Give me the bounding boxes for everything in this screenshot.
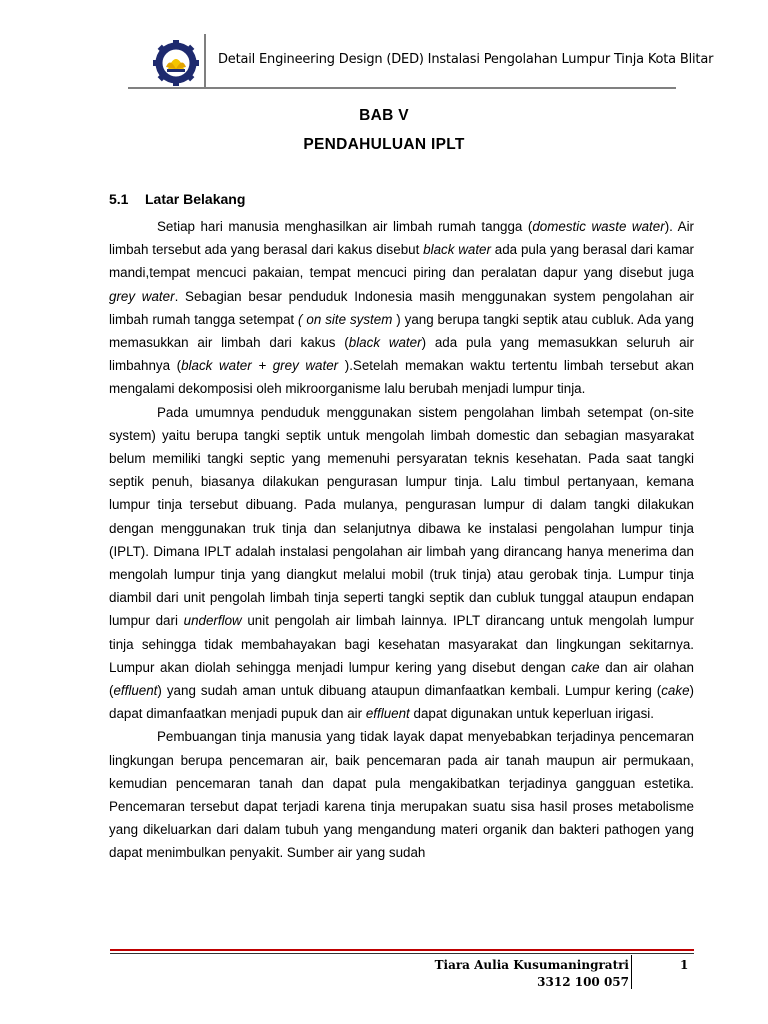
footer-rule-thin [110, 953, 694, 954]
italic-term: cake [661, 683, 690, 699]
italic-term: grey water [109, 288, 175, 304]
header-divider [204, 34, 206, 88]
author-name: Tiara Aulia Kusumaningratri [434, 958, 629, 972]
author-id: 3312 100 057 [537, 975, 629, 989]
text-run: dapat digunakan untuk keperluan irigasi. [409, 706, 654, 722]
its-gear-logo-icon [148, 40, 204, 86]
text-run: dan air olahan ( [109, 659, 694, 699]
text-run: . Sebagian besar penduduk Indonesia masih menggunakan system pengolahan air limbah rumah tangga setempat [109, 288, 695, 327]
italic-term: ( on site system [298, 311, 393, 327]
italic-term: cake [571, 659, 600, 675]
chapter-subtitle: PENDAHULUAN IPLT [303, 136, 465, 153]
text-run: ) yang berupa tangki septik atau cubluk. Ada yang memasukkan air limbah dari kakus ( [109, 311, 694, 351]
text-run: unit pengolah air limbah lainnya. IPLT dirancang untuk mengolah lumpur tinja sehingga tidak membahayakan bagi kesehatan masyarakat dan lingkungan sekitarnya. Lumpur akan diolah sehingga menjadi lumpur kering yang disebut dengan [109, 613, 694, 675]
header-rule [128, 87, 676, 89]
text-run: ). Air limbah tersebut ada yang berasal dari kakus disebut [109, 219, 695, 258]
section-heading [109, 191, 245, 207]
page-header [128, 34, 714, 88]
text-run: ) yang sudah aman untuk dibuang ataupun dimanfaatkan kembali. Lumpur kering ( [157, 683, 662, 699]
page-number: 1 [680, 958, 689, 972]
chapter-title: BAB V [359, 107, 409, 124]
text-run: ).Setelah memakan waktu tertentu limbah tersebut akan mengalami dekomposisi oleh mikroorganisme lalu berubah menjadi lumpur tinja. [109, 358, 694, 397]
italic-term: effluent [113, 683, 158, 699]
italic-term: underflow [183, 613, 242, 629]
footer-rule [110, 949, 694, 951]
italic-term: domestic waste water [532, 219, 665, 234]
italic-term: effluent [365, 706, 410, 722]
document-title: Detail Engineering Design (DED) Instalasi Pengolahan Lumpur Tinja Kota Blitar [218, 52, 714, 67]
body-text [109, 215, 694, 865]
text-run: Pembuangan tinja manusia yang tidak layak dapat menyebabkan terjadinya pencemaran lingkungan berupa pencemaran air, baik pencemaran pada air tanah maupun air permukaan, kemudian pencemaran tanah dan dapat pula mengakibatkan terjadinya gangguan estetika. Pencemaran tersebut dapat terjadi karena tinja merupakan suatu sisa hasil proses metabolisme yang dikeluarkan dari dalam tubuh yang mengandung materi organik dan bakteri pathogen yang dapat menimbulkan penyakit. Sumber air yang sudah [109, 729, 694, 861]
text-run: Pada umumnya penduduk menggunakan sistem pengolahan limbah setempat (on-site system) yaitu berupa tangki septik untuk mengolah limbah domestic dan sebagian masyarakat belum memiliki tangki septic yang memenuhi persyaratan teknis kesehatan. Pada saat tangki septik penuh, biasanya dilakukan pengurasan lumpur tinja. Lalu timbul pertanyaan, kemana lumpur tinja tersebut dibuang. Pada mulanya, pengurasan lumpur di dalam tangki dilakukan dengan menggunakan truk tinja dan selanjutnya dibawa ke instalasi pengolahan lumpur tinja (IPLT). Dimana IPLT adalah instalasi pengolahan air limbah yang dirancang hanya menerima dan mengolah lumpur tinja yang diangkut melalui mobil (truk tinja) atau gerobak tinja. Lumpur tinja diambil dari unit pengolah limbah tinja seperti tangki septik dan cubluk tunggal ataupun endapan lumpur dari [109, 404, 694, 629]
footer-divider [631, 955, 632, 989]
section-title: Latar Belakang [145, 191, 246, 207]
text-run: ada pula yang berasal dari kamar mandi,tempat mencuci pakaian, tempat mencuci piring dan peralatan dapur yang disebut juga [109, 242, 694, 281]
text-run: Setiap hari manusia menghasilkan air limbah rumah tangga ( [157, 219, 533, 234]
italic-term: black water [423, 242, 491, 258]
body-paragraph [109, 401, 694, 726]
body-paragraph [109, 215, 694, 401]
text-run: ) ada pula yang memasukkan seluruh air limbahnya ( [109, 335, 694, 374]
text-run: ) dapat dimanfaatkan menjadi pupuk dan air [109, 683, 694, 722]
section-number: 5.1 [109, 191, 129, 207]
body-paragraph [109, 725, 694, 864]
italic-term: black water + grey water [181, 358, 339, 374]
italic-term: black water [348, 335, 422, 351]
